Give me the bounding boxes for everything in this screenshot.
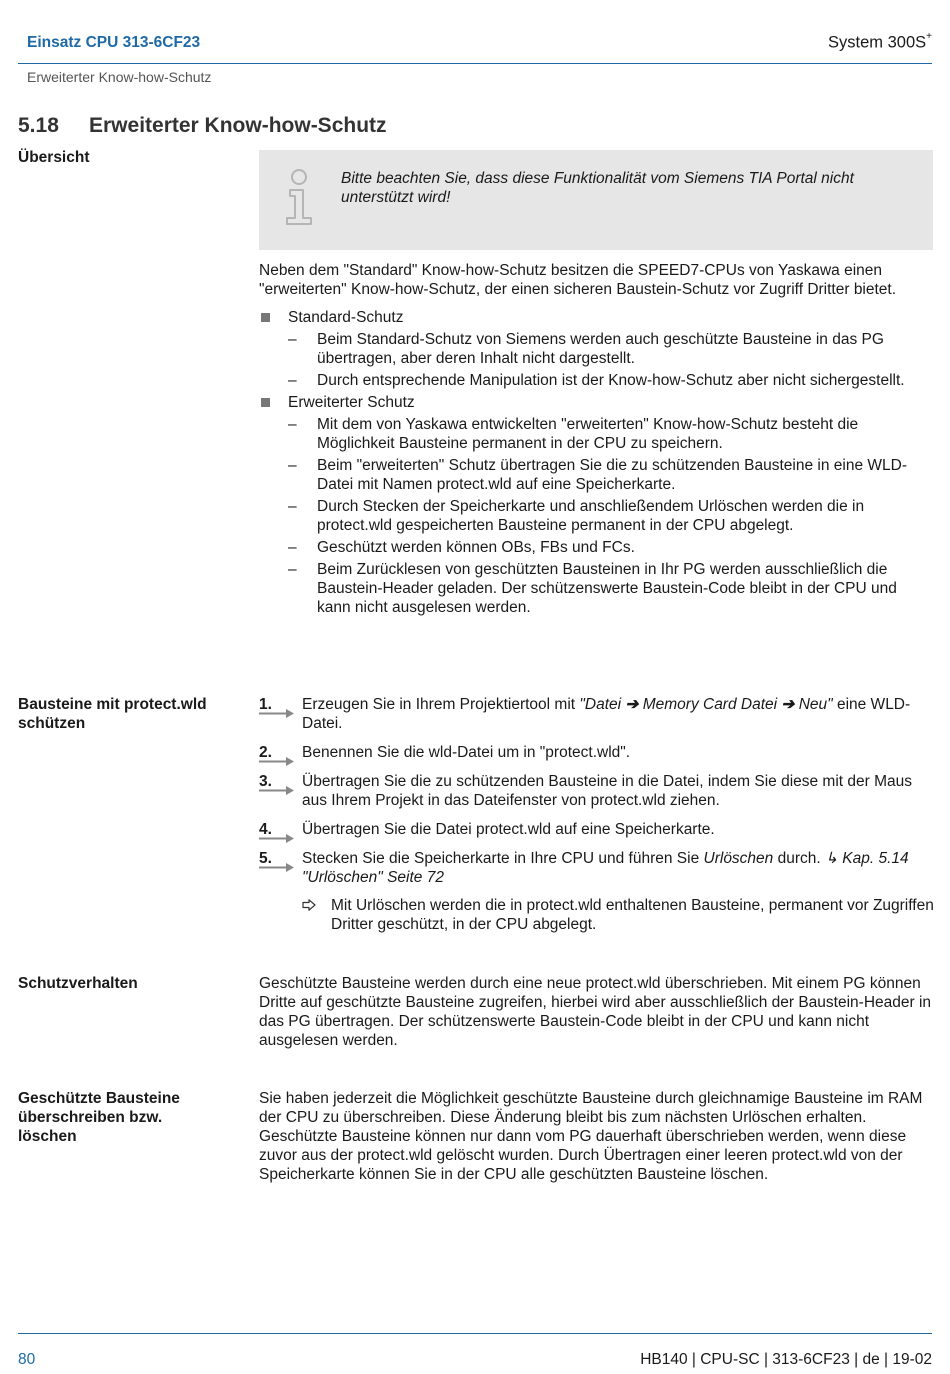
dash-icon: – [288,539,297,556]
step-arrow-icon [259,834,295,843]
behavior-text: Geschützte Bausteine werden durch eine neue protect.wld überschrieben. Mit einem PG können Dritte auf geschützte Bausteine zugreifen, hierbei wird aber ausschließlich der Baustein-Header in das PG übertragen. Der schützenswerte Baustein-Code bleibt in der CPU und kann nicht ausgelesen werden. [259,975,932,1049]
step-emphasis: Urlöschen [703,850,774,867]
step-text: Erzeugen Sie in Ihrem Projektiertool mit [302,696,580,713]
page-number: 80 [18,1351,36,1368]
reference-arrow-icon: ↳ [825,850,838,867]
section-label-behavior: Schutzverhalten [18,975,138,992]
overwrite-text: Sie haben jederzeit die Möglichkeit geschützte Bausteine durch gleichnamige Bausteine im RAM der CPU zu überschreiben. Diese Änderung bleibt bis zum nächsten Urlöschen erhalten. Geschützte Bausteine können nur dann vom PG dauerhaft überschrieben werden, wenn diese zuvor aus der protect.wld gelöscht wurden. Durch Übertragen einer leeren protect.wld von der Speicherkarte können Sie in der CPU alle geschützten Bausteine löschen. [259,1090,923,1183]
sub-bullet-text: Durch Stecken der Speicherkarte und anschließendem Urlöschen werden die in protect.wld gespeicherten Bausteine permanent in der CPU abgelegt. [317,498,865,534]
sub-bullet [259,497,934,535]
dash-icon: – [288,498,297,515]
dash-icon: – [288,561,297,578]
bullet-extended [259,393,934,412]
step-number: 1. [259,696,272,713]
info-note-text: Bitte beachten Sie, dass diese Funktionalität vom Siemens TIA Portal nicht unterstützt wird! [341,170,854,206]
menu-path [579,696,832,713]
overview-intro: Neben dem "Standard" Know-how-Schutz besitzen die SPEED7-CPUs von Yaskawa einen "erweiterten" Know-how-Schutz, der einen sicheren Baustein-Schutz vor Zugriff Dritter bietet. [259,262,897,298]
sub-bullet [259,330,934,368]
info-note [259,150,933,250]
protect-steps [259,695,934,934]
menu-path-part: "Datei [579,696,626,713]
step-item [259,849,934,887]
header-rule [18,63,932,64]
menu-arrow-icon: ➔ [625,696,639,713]
step-text: eine WLD-Datei. [302,696,911,732]
chapter-heading [18,114,387,138]
sub-bullet-text: Beim "erweiterten" Schutz übertragen Sie die zu schützenden Bausteine in eine WLD-Datei mit Namen protect.wld auf eine Speicherkarte. [317,457,907,493]
step-text: Benennen Sie die wld-Datei um in "protect.wld". [302,744,631,761]
step-arrow-icon [259,786,295,795]
chapter-number: 5.18 [18,114,59,137]
header-system-sup: + [926,31,932,42]
header-system [828,33,932,53]
step-arrow-icon [259,709,295,718]
dash-icon: – [288,331,297,348]
bullet-title: Erweiterter Schutz [288,394,415,411]
step-item [259,695,934,733]
sub-bullet-text: Beim Zurücklesen von geschützten Bausteinen in Ihr PG werden ausschließlich die Baustein-Header geladen. Der schützenswerte Baustein-Code bleibt in der CPU und kann nicht ausgelesen werden. [317,561,897,616]
overview-body [259,261,934,617]
square-bullet-icon [261,313,270,322]
dash-icon: – [288,372,297,389]
step-arrow-icon [259,863,295,872]
menu-path-part: Memory Card Datei [638,696,782,713]
footer-rule [18,1333,932,1334]
dash-icon: – [288,416,297,433]
result-arrow-icon [302,899,316,911]
sub-bullet [259,456,934,494]
section-label-overwrite [18,1089,243,1146]
sub-bullet-text: Beim Standard-Schutz von Siemens werden auch geschützte Bausteine in das PG übertragen, aber deren Inhalt nicht dargestellt. [317,331,884,367]
sub-bullet-text: Durch entsprechende Manipulation ist der Know-how-Schutz aber nicht sichergestellt. [317,372,905,389]
footer-doc-info: HB140 | CPU-SC | 313-6CF23 | de | 19-02 [640,1351,932,1368]
section-label-line: löschen [18,1128,77,1145]
square-bullet-icon [261,398,270,407]
section-label-line: Geschützte Bausteine [18,1090,180,1107]
section-label-line: schützen [18,715,86,732]
bullet-standard [259,308,934,327]
step-item [259,772,934,810]
step-arrow-icon [259,757,295,766]
step-number: 2. [259,744,272,761]
step-number: 4. [259,821,272,838]
sub-bullet [259,371,934,390]
step-text: Stecken Sie die Speicherkarte in Ihre CPU und führen Sie [302,850,704,867]
step-number: 5. [259,850,272,867]
menu-arrow-icon: ➔ [781,696,795,713]
section-label-line: überschreiben bzw. [18,1109,163,1126]
info-icon [284,168,318,226]
header-system-text: System 300S [828,33,927,52]
sub-bullet-text: Mit dem von Yaskawa entwickelten "erweiterten" Know-how-Schutz besteht die Möglichkeit Bausteine permanent in der CPU zu speichern. [317,416,859,452]
section-label-overview: Übersicht [18,149,90,166]
result-text: Mit Urlöschen werden die in protect.wld enthaltenen Bausteine, permanent vor Zugriffen Dritter geschützt, in der CPU abgelegt. [331,897,934,933]
section-label-protect [18,695,243,733]
step-text: Übertragen Sie die Datei protect.wld auf eine Speicherkarte. [302,821,715,838]
section-label-line: Bausteine mit protect.wld [18,696,207,713]
header-subtitle: Erweiterter Know-how-Schutz [27,69,212,85]
reference-text: Kap. 5.14 "Urlöschen" Seite 72 [302,850,909,886]
step-text: Übertragen Sie die zu schützenden Bausteine in die Datei, indem Sie diese mit der Maus aus Ihrem Projekt in das Dateifenster von protect.wld ziehen. [302,773,913,809]
step-item [259,743,934,762]
step-text: durch. [773,850,825,867]
header-title: Einsatz CPU 313-6CF23 [27,34,201,51]
chapter-title: Erweiterter Know-how-Schutz [89,114,387,137]
menu-path-part: Neu" [794,696,833,713]
sub-bullet-text: Geschützt werden können OBs, FBs und FCs. [317,539,635,556]
sub-bullet [259,538,934,557]
step-item [259,820,934,839]
step-result [259,896,934,934]
sub-bullet [259,560,934,617]
dash-icon: – [288,457,297,474]
bullet-title: Standard-Schutz [288,309,404,326]
sub-bullet [259,415,934,453]
step-number: 3. [259,773,272,790]
